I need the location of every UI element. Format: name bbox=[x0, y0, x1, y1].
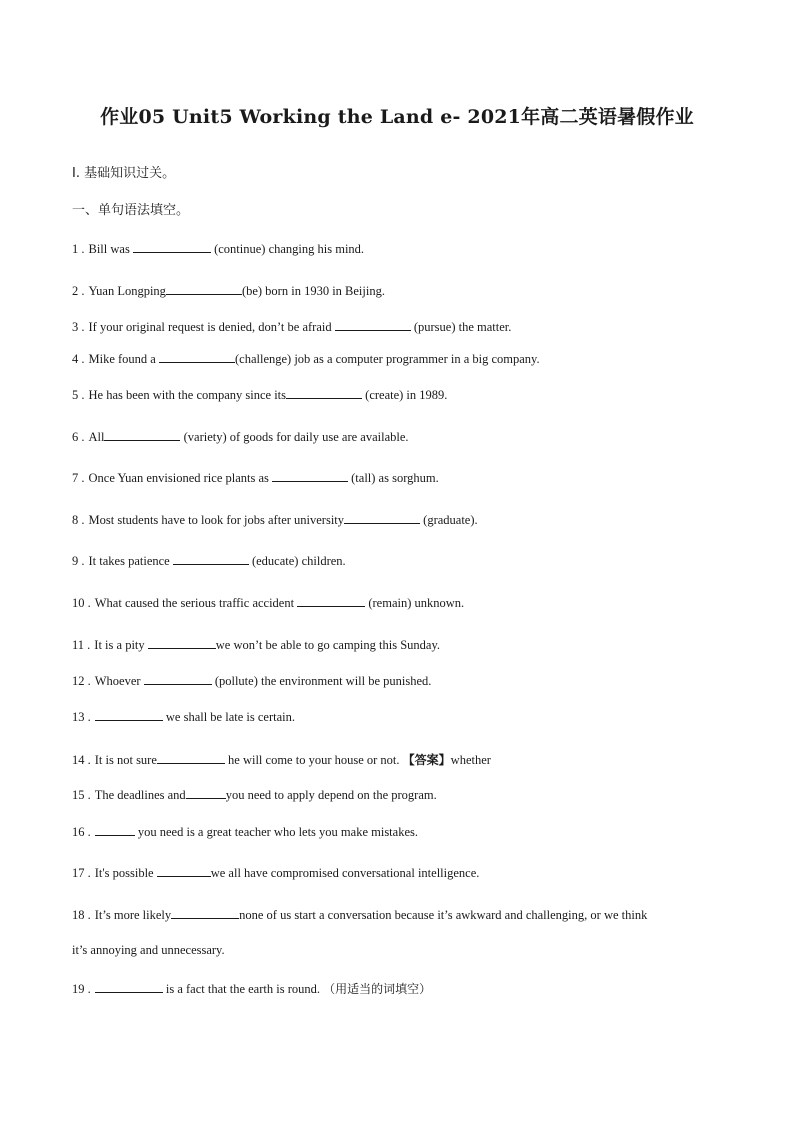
instruction-note: （用适当的词填空） bbox=[323, 982, 432, 996]
question-item bbox=[72, 283, 385, 299]
answer-blank bbox=[286, 387, 362, 399]
answer-blank bbox=[159, 351, 235, 363]
question-text-after: (pollute) the environment will be punished. bbox=[211, 674, 432, 688]
question-text-before: It’s more likely bbox=[94, 908, 172, 922]
question-number: 8 . bbox=[72, 513, 85, 527]
question-text-after: (educate) children. bbox=[248, 554, 346, 568]
answer-blank bbox=[171, 907, 239, 919]
question-text-before: The deadlines and bbox=[94, 788, 186, 802]
question-text-before: All bbox=[88, 430, 105, 444]
answer-blank bbox=[157, 865, 211, 877]
question-item bbox=[72, 387, 447, 403]
question-text-before: It is a pity bbox=[94, 638, 148, 652]
question-item bbox=[72, 980, 431, 997]
question-item bbox=[72, 865, 479, 881]
question-item bbox=[72, 512, 478, 528]
question-text-after: we all have compromised conversational intelligence. bbox=[210, 866, 480, 880]
question-item bbox=[72, 319, 511, 335]
question-number: 18 . bbox=[72, 908, 91, 922]
answer-blank bbox=[148, 637, 216, 649]
question-number: 4 . bbox=[72, 352, 85, 366]
question-text-before: What caused the serious traffic accident bbox=[94, 596, 298, 610]
answer-text: whether bbox=[450, 753, 491, 767]
question-number: 19 . bbox=[72, 982, 91, 996]
question-item bbox=[72, 943, 225, 958]
question-text-before: It's possible bbox=[94, 866, 157, 880]
answer-blank bbox=[144, 673, 212, 685]
page-title: 作业05 Unit5 Working the Land e- 2021年高二英语暑假作业 bbox=[100, 106, 694, 128]
question-text-before: Bill was bbox=[88, 242, 133, 256]
answer-blank bbox=[95, 981, 163, 993]
question-text-before: It takes patience bbox=[88, 554, 173, 568]
question-number: 2 . bbox=[72, 284, 85, 298]
question-number: 6 . bbox=[72, 430, 85, 444]
answer-blank bbox=[344, 512, 420, 524]
question-text-before: Most students have to look for jobs after university bbox=[88, 513, 345, 527]
answer-blank bbox=[272, 470, 348, 482]
answer-blank bbox=[335, 319, 411, 331]
question-text-after: (tall) as sorghum. bbox=[348, 471, 439, 485]
question-item bbox=[72, 824, 418, 840]
answer-tag: 【答案】 bbox=[402, 753, 451, 767]
question-text-after: you need to apply depend on the program. bbox=[225, 788, 437, 802]
answer-blank bbox=[297, 595, 365, 607]
question-number: 9 . bbox=[72, 554, 85, 568]
question-text-before: Mike found a bbox=[88, 352, 159, 366]
question-number: 16 . bbox=[72, 825, 91, 839]
section-heading: I. 基础知识过关。 bbox=[72, 166, 176, 181]
question-item bbox=[72, 470, 439, 486]
question-number: 14 . bbox=[72, 753, 91, 767]
answer-blank bbox=[173, 553, 249, 565]
question-number: 10 . bbox=[72, 596, 91, 610]
question-text-after: you need is a great teacher who lets you make mistakes. bbox=[134, 825, 418, 839]
question-number: 5 . bbox=[72, 388, 85, 402]
question-text-before: Yuan Longping bbox=[88, 284, 166, 298]
question-number: 3 . bbox=[72, 320, 85, 334]
question-text-after: is a fact that the earth is round. bbox=[162, 982, 324, 996]
question-text-before: He has been with the company since its bbox=[88, 388, 287, 402]
question-text-after: none of us start a conversation because it’s awkward and challenging, or we think bbox=[239, 908, 648, 922]
question-text-after: (challenge) job as a computer programmer in a big company. bbox=[234, 352, 540, 366]
question-number: 12 . bbox=[72, 674, 91, 688]
question-text-after: (pursue) the matter. bbox=[410, 320, 512, 334]
question-text-before: it’s annoying and unnecessary. bbox=[72, 943, 225, 957]
answer-blank bbox=[133, 241, 211, 253]
question-text-after: he will come to your house or not. bbox=[224, 753, 403, 767]
question-item bbox=[72, 907, 647, 923]
question-text-after: we shall be late is certain. bbox=[162, 710, 295, 724]
answer-blank bbox=[104, 429, 180, 441]
question-item bbox=[72, 241, 364, 257]
question-text-after: (be) born in 1930 in Beijing. bbox=[241, 284, 385, 298]
answer-blank bbox=[95, 824, 135, 836]
question-item bbox=[72, 351, 540, 367]
question-text-after: (variety) of goods for daily use are available. bbox=[180, 430, 409, 444]
question-text-before: If your original request is denied, don’t be afraid bbox=[88, 320, 335, 334]
answer-blank bbox=[95, 709, 163, 721]
question-item bbox=[72, 595, 464, 611]
question-item bbox=[72, 673, 431, 689]
section-subheading: 一、单句语法填空。 bbox=[72, 203, 190, 218]
question-number: 17 . bbox=[72, 866, 91, 880]
question-text-after: (continue) changing his mind. bbox=[210, 242, 365, 256]
question-item bbox=[72, 553, 346, 569]
question-item bbox=[72, 429, 409, 445]
question-item bbox=[72, 709, 295, 725]
question-number: 1 . bbox=[72, 242, 85, 256]
question-number: 13 . bbox=[72, 710, 91, 724]
question-item bbox=[72, 787, 437, 803]
question-text-before: It is not sure bbox=[94, 753, 157, 767]
answer-blank bbox=[157, 752, 225, 764]
question-number: 15 . bbox=[72, 788, 91, 802]
question-text-after: we won’t be able to go camping this Sunday. bbox=[215, 638, 441, 652]
question-item bbox=[72, 751, 491, 768]
answer-blank bbox=[166, 283, 242, 295]
question-item bbox=[72, 637, 440, 653]
question-text-before: Once Yuan envisioned rice plants as bbox=[88, 471, 273, 485]
question-text-after: (create) in 1989. bbox=[362, 388, 448, 402]
question-number: 7 . bbox=[72, 471, 85, 485]
question-text-before: Whoever bbox=[94, 674, 144, 688]
question-number: 11 . bbox=[72, 638, 91, 652]
answer-blank bbox=[186, 787, 226, 799]
question-text-after: (graduate). bbox=[420, 513, 478, 527]
question-text-after: (remain) unknown. bbox=[365, 596, 465, 610]
